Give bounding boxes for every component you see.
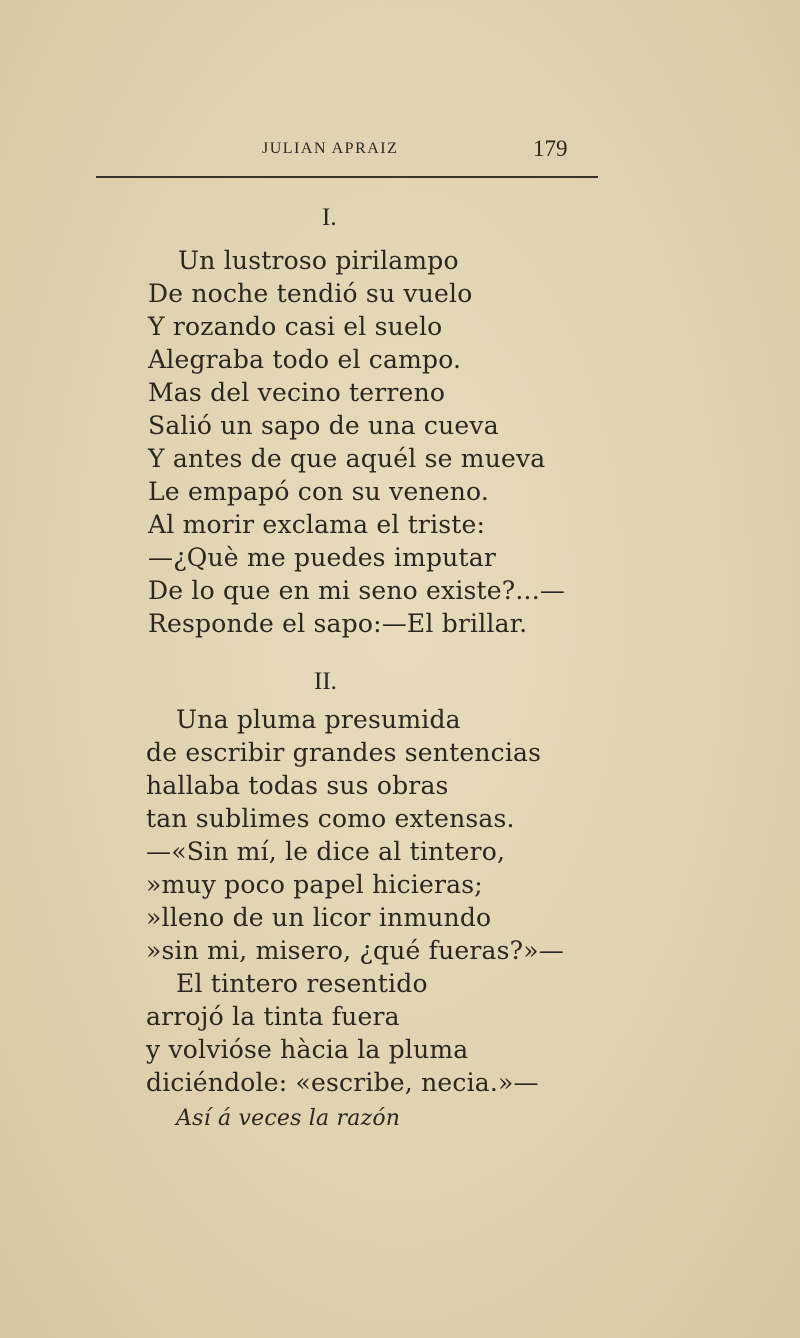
poem-line: arrojó la tinta fuera (146, 1002, 400, 1031)
poem-line: y volvióse hàcia la pluma (146, 1035, 469, 1064)
section-numeral-1: I. (322, 204, 337, 231)
poem-line: Y rozando casi el suelo (148, 312, 443, 341)
poem-line: de escribir grandes sentencias (146, 738, 542, 767)
poem-line: Un lustroso pirilampo (178, 246, 459, 275)
poem-line: Responde el sapo:—El brillar. (148, 609, 528, 638)
poem-line: Y antes de que aquél se mueva (148, 444, 546, 473)
poem-line: tan sublimes como extensas. (146, 804, 515, 833)
poem-line: —¿Què me puedes imputar (148, 543, 496, 572)
poem-line: El tintero resentido (176, 969, 428, 998)
running-head: JULIAN APRAIZ (262, 140, 399, 157)
poem-line: diciéndole: «escribe, necia.»— (146, 1068, 539, 1097)
poem-line: hallaba todas sus obras (146, 771, 449, 800)
poem-line: »lleno de un licor inmundo (146, 903, 492, 932)
poem-line: Mas del vecino terreno (148, 378, 446, 407)
poem-line: —«Sin mí, le dice al tintero, (146, 837, 506, 866)
poem-line: Al morir exclama el triste: (148, 510, 486, 539)
poem-line: Salió un sapo de una cueva (148, 411, 499, 440)
page-number: 179 (533, 136, 568, 161)
poem-line: Alegraba todo el campo. (148, 345, 462, 374)
poem-line: »muy poco papel hicieras; (146, 870, 483, 899)
poem-line-italic: Así á veces la razón (176, 1106, 401, 1131)
header-rule (96, 176, 598, 178)
poem-line: Una pluma presumida (176, 705, 461, 734)
poem-line: De lo que en mi seno existe?...— (148, 576, 566, 605)
poem-line: Le empapó con su veneno. (148, 477, 490, 506)
poem-line: »sin mi, misero, ¿qué fueras?»— (146, 936, 564, 965)
poem-line: De noche tendió su vuelo (148, 279, 473, 308)
section-numeral-2: II. (314, 668, 337, 695)
